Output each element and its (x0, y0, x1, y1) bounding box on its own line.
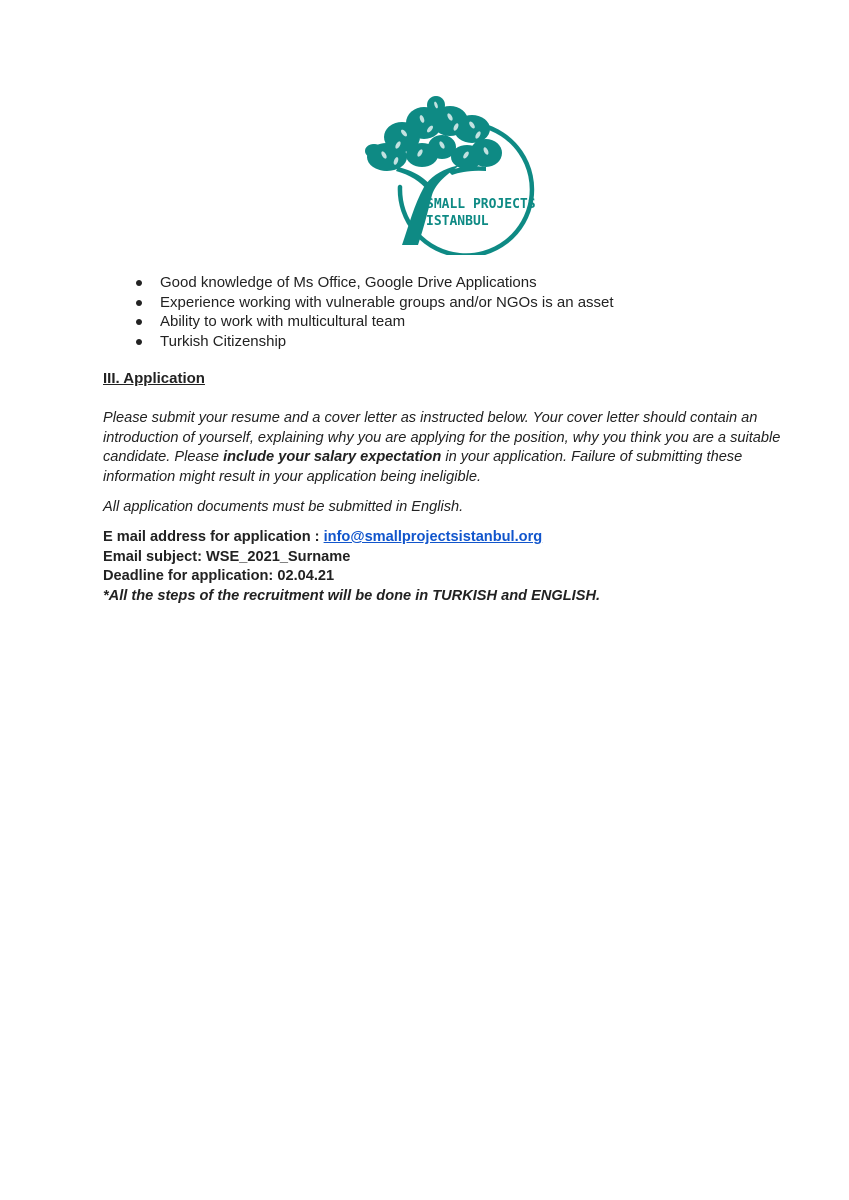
email-subject: Email subject: WSE_2021_Surname (103, 548, 351, 565)
intro-text-end: in your application. Failure of submitting these information might result in your application being ineligible. (103, 449, 743, 485)
requirement-text: Experience working with vulnerable groups and/or NGOs is an asset (160, 293, 614, 311)
list-item (133, 273, 614, 293)
intro-text: Please submit your resume and a cover letter as instructed below. Your cover letter should contain an introduction of yourself, explaining why you are applying for the position, why you think you are a suitable candidate. Please (103, 410, 781, 465)
contact-block (103, 528, 600, 606)
requirement-text: Good knowledge of Ms Office, Google Drive Applications (160, 274, 537, 291)
list-item (133, 312, 614, 332)
salary-expectation-emphasis: include your salary expectation (223, 449, 442, 465)
bullet-icon (136, 339, 142, 345)
list-item (133, 293, 614, 313)
deadline: Deadline for application: 02.04.21 (103, 568, 335, 584)
bullet-icon (136, 300, 142, 306)
tree-logo-icon (362, 95, 547, 255)
section-heading-application: III. Application (103, 370, 205, 387)
requirement-text: Ability to work with multicultural team (160, 313, 406, 330)
email-line (103, 528, 600, 548)
email-label: E mail address for application : (103, 529, 324, 545)
bullet-icon (136, 280, 142, 286)
requirements-list (133, 273, 614, 351)
svg-text:SMALL PROJECTS: SMALL PROJECTS (426, 197, 536, 212)
language-note: All application documents must be submitted in English. (103, 499, 464, 515)
recruitment-note: *All the steps of the recruitment will be done in TURKISH and ENGLISH. (103, 587, 601, 604)
requirement-text: Turkish Citizenship (160, 332, 287, 350)
svg-text:ISTANBUL: ISTANBUL (426, 214, 489, 229)
small-projects-istanbul-logo (362, 95, 547, 255)
bullet-icon (136, 319, 142, 325)
email-link[interactable]: info@smallprojectsistanbul.org (323, 529, 543, 545)
list-item (133, 332, 614, 352)
application-instructions (103, 409, 783, 487)
